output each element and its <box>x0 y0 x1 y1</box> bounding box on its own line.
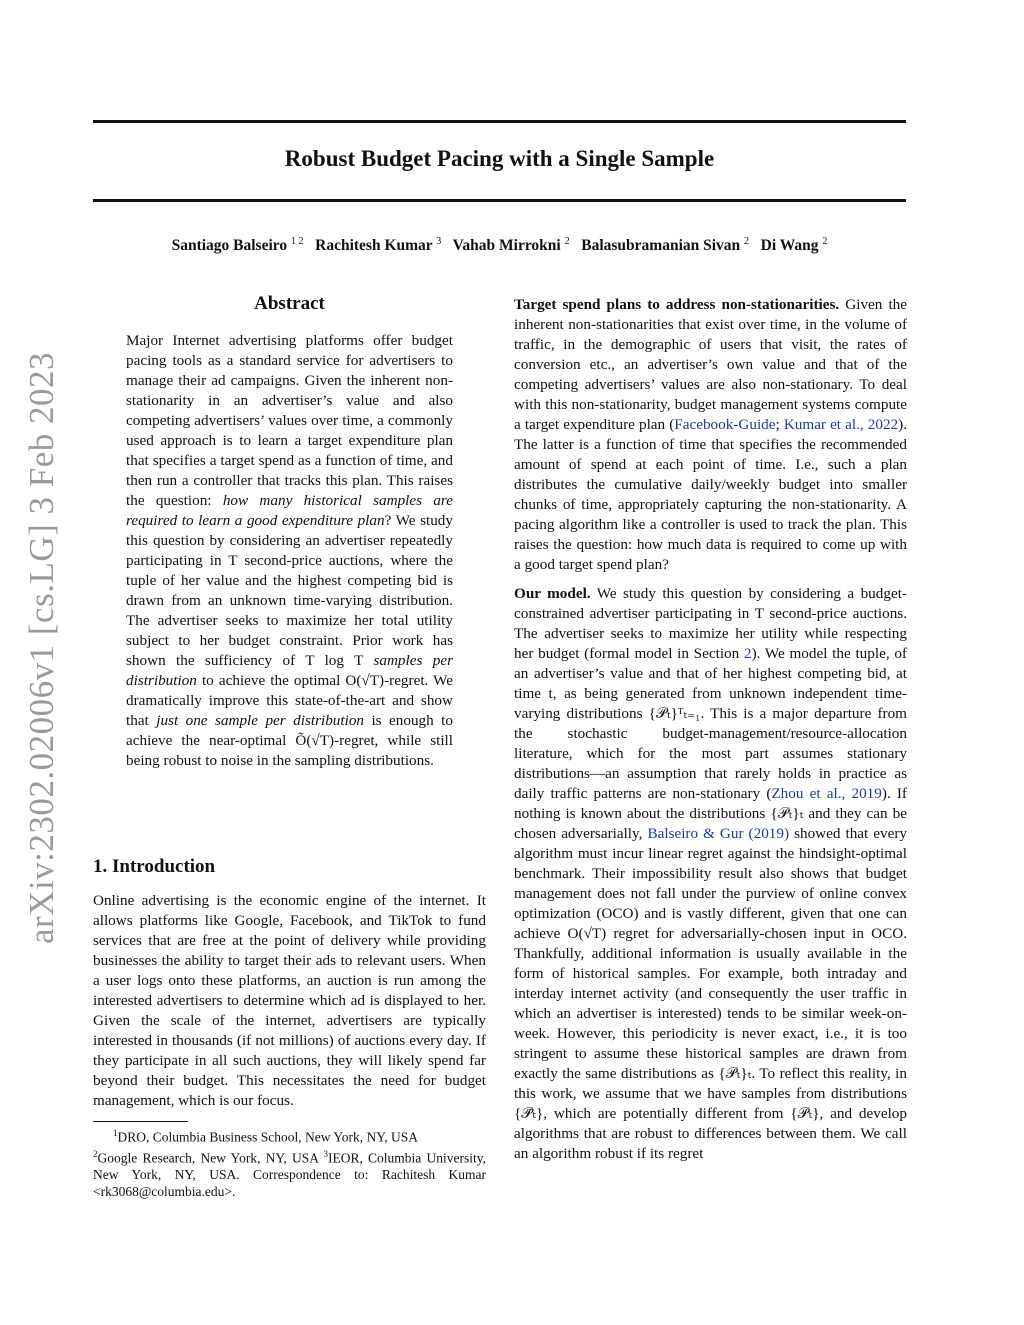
citation-link[interactable]: Zhou et al., 2019 <box>771 785 882 802</box>
author-name: Rachitesh Kumar <box>315 237 433 255</box>
section-link[interactable]: 2 <box>743 645 752 662</box>
author-name: Balasubramanian Sivan <box>581 237 741 255</box>
citation-link[interactable]: Balseiro & Gur (2019) <box>647 825 790 842</box>
author-affiliation: 2 <box>822 236 828 247</box>
abstract-text: is enough to achieve the near-optimal Õ(√T)-regret, while still being robust to noise in the sampling distributions. <box>126 712 453 769</box>
abstract-text: Major Internet advertising platforms offer budget pacing tools as a standard service for advertisers to manage their ad campaigns. Given the inherent non-stationarity in an advertiser’s value and also competing advertisers’ values over time, a commonly used approach is to learn a target expenditure plan that specifies a target spend as a function of time, and then run a controller that tracks this plan. This raises the question: <box>126 332 453 509</box>
paragraph-heading: Our model. <box>514 585 591 602</box>
author-affiliation: 3 <box>436 236 442 247</box>
footnotes <box>93 1125 486 1200</box>
paragraph-target-spend-plans: Target spend plans to address non-stationarities. Given the inherent non-stationarities that exist over time, in the volume of traffic, in the demographic of users that visit, the rates of conversion etc., an advertiser’s own value and that of the competing advertisers’ values are also non-stationary. To deal with this non-stationarity, budget management systems compute a target expenditure plan (Facebook-Guide; Kumar et al., 2022). The latter is a function of time that specifies the recommended amount of spend at each point of time. I.e., such a plan distributes the cumulative daily/weekly budget into smaller chunks of time, appropriately capturing the non-stationarity. A pacing algorithm like a controller is used to track the plan. This raises the question: how much data is required to come up with a good target spend plan? <box>514 296 907 573</box>
title-bottom-rule <box>93 199 906 202</box>
author-list <box>93 236 906 255</box>
introduction-paragraph: Online advertising is the economic engine of the internet. It allows platforms like Google, Facebook, and TikTok to fund services that are free at the point of delivery while providing businesses the ability to target their ads to relevant users. When a user logs onto these platforms, an auction is run among the interested advertisers to determine which ad is displayed to her. Given the scale of the internet, advertisers are typically interested in thousands (if not millions) of auctions every day. If they participate in all such auctions, they will likely spend far beyond their budget. This necessitates the need for budget management, which is our focus. <box>93 892 486 1109</box>
author-affiliation: 2 <box>564 236 570 247</box>
right-column <box>514 295 907 1173</box>
paper-title: Robust Budget Pacing with a Single Sample <box>284 146 715 171</box>
abstract-body <box>126 331 453 771</box>
author-name: Santiago Balseiro <box>171 237 288 255</box>
author-affiliation: 1 2 <box>291 236 304 247</box>
paragraph-our-model: Our model. We study this question by considering a budget-constrained advertiser participating in T second-price auctions. The advertiser seeks to maximize her utility while respecting her budget (formal model in Section 2). We model the tuple, of an advertiser’s value and that of her highest competing bid, at time t, as being generated from unknown independent time-varying distributions {𝒫ₜ}ᵀₜ₌₁. This is a major departure from the stochastic budget-management/resource-allocation literature, which for the most part assumes stationary distributions—an assumption that rarely holds in practice as daily traffic patterns are non-stationary (Zhou et al., 2019). If nothing is known about the distributions {𝒫ₜ}ₜ and they can be chosen adversarially, Balseiro & Gur (2019) showed that every algorithm must incur linear regret against the hindsight-optimal benchmark. Their impossibility result also shows that budget management does not fall under the purview of online convex optimization (OCO) and is vastly different, given that one can achieve O(√T) regret for adversarially-chosen input in OCO. Thankfully, additional information is usually available in the form of historical samples. For example, both intraday and interday internet activity (and consequently the user traffic in which an advertiser is interested) tends to be similar week-on-week. However, this periodicity is never exact, i.e., it is too stringent to assume these historical samples are drawn from exactly the same distributions as {𝒫ₜ}ₜ. To reflect this reality, in this work, we assume that we have samples from distributions {𝒫̃ₜ}, which are potentially different from {𝒫ₜ}, and develop algorithms that are robust to differences between them. We call an algorithm robust if its regret <box>514 585 907 1162</box>
footnote-1: $^1$DRO, Columbia Business School, New York, NY, USA <box>113 1128 419 1145</box>
section-heading-introduction: 1. Introduction <box>93 856 216 877</box>
top-rule <box>93 120 906 123</box>
abstract-text: to achieve the optimal O(√T)-regret. We dramatically improve this state-of-the-art and show that <box>126 672 453 729</box>
author-name: Di Wang <box>760 237 819 255</box>
abstract-text: ? We study this question by considering an advertiser repeatedly participating in T second-price auctions, where the tuple of her value and the highest competing bid is drawn from an unknown time-varying distribution. The advertiser seeks to maximize her total utility subject to her budget constraint. Prior work has shown the sufficiency of T log T <box>126 512 453 669</box>
abstract-heading: Abstract <box>254 293 325 314</box>
footnote-2-3: $^2$Google Research, New York, NY, USA $^3$IEOR, Columbia University, New York, NY, USA. Correspondence to: Rachitesh Kumar <rk3068@columbia.edu>. <box>93 1148 486 1199</box>
footnote-rule <box>93 1121 188 1122</box>
abstract-question: how many historical samples are required to learn a good expenditure plan <box>126 492 453 529</box>
arxiv-identifier: arXiv:2302.02006v1 [cs.LG] 3 Feb 2023 <box>22 351 61 945</box>
citation-link[interactable]: Kumar et al., 2022 <box>783 416 899 433</box>
arxiv-sidebar <box>12 351 72 945</box>
abstract-emphasis: samples per distribution <box>126 652 453 689</box>
abstract-emphasis: just one sample per distribution <box>156 712 365 729</box>
citation-link[interactable]: Facebook-Guide <box>674 416 776 433</box>
author-affiliation: 2 <box>744 236 750 247</box>
paragraph-heading: Target spend plans to address non-stationarities. <box>514 296 840 313</box>
author-name: Vahab Mirrokni <box>452 237 561 255</box>
